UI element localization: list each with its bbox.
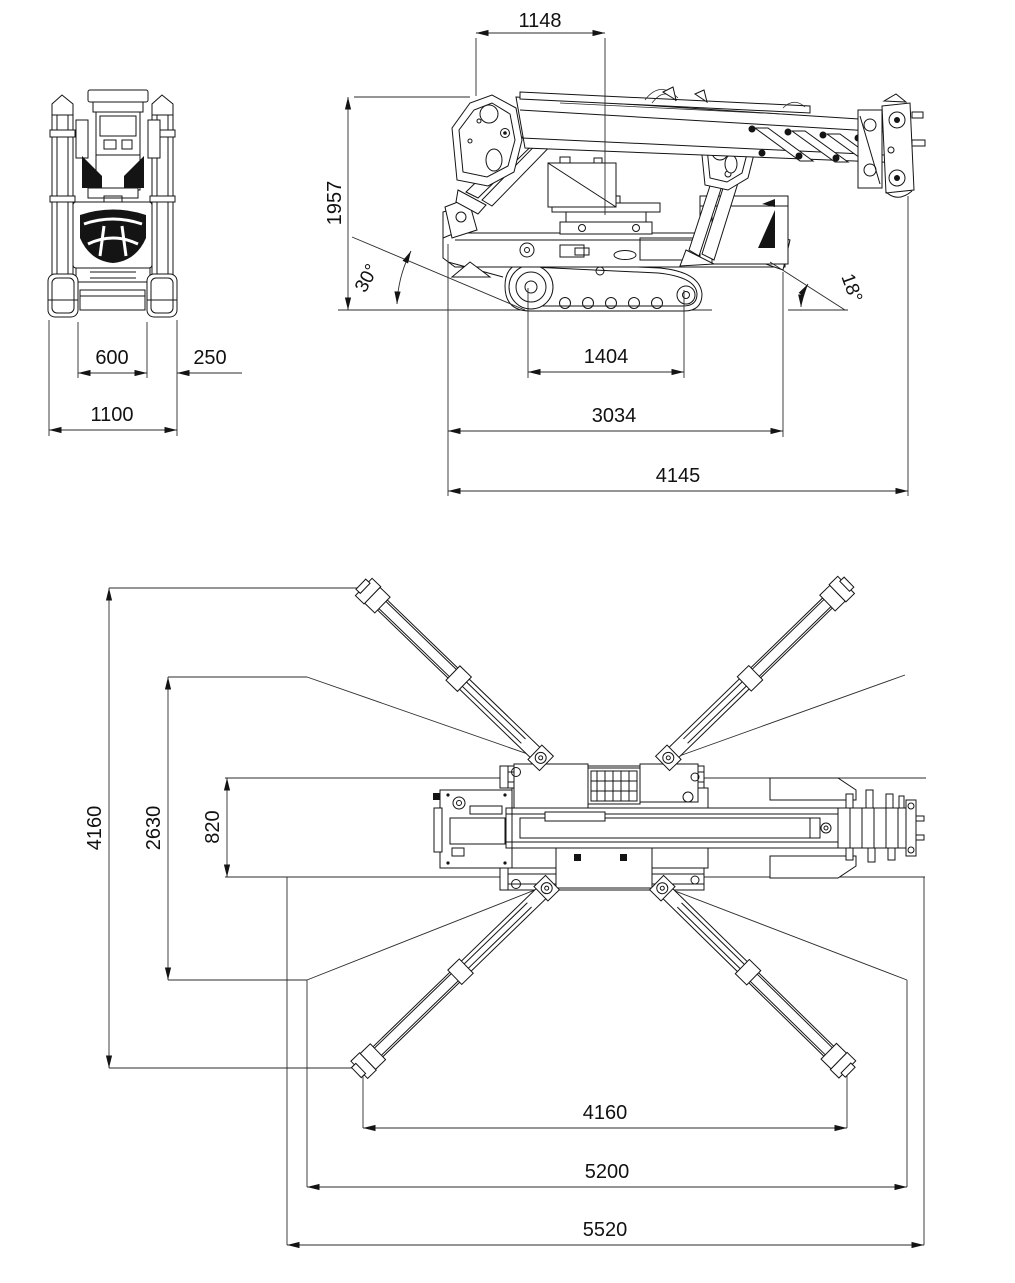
plan-outrigger-upper-right	[654, 574, 857, 772]
plan-outrigger-lower-left	[348, 874, 561, 1081]
dim-body-width: 820	[202, 810, 224, 844]
dim-wheelbase: 1404	[583, 346, 629, 368]
front-left-outrigger-leg	[50, 95, 75, 296]
dim-overall-length: 4145	[655, 465, 701, 487]
front-view-dimensions	[49, 320, 242, 436]
dim-overall-height: 1957	[324, 180, 346, 226]
side-basket	[548, 157, 616, 207]
plan-view	[84, 574, 926, 1245]
front-view	[48, 90, 242, 436]
dim-footprint-length: 4160	[582, 1102, 628, 1124]
side-boom-head	[858, 94, 925, 197]
dim-machine-length: 3034	[591, 405, 637, 427]
side-view	[324, 10, 925, 496]
plan-outrigger-upper-left	[353, 576, 555, 772]
front-mast-structure	[76, 90, 160, 203]
dim-overall-width: 1100	[90, 404, 134, 426]
plan-view-dimensions	[84, 588, 924, 1245]
dim-track-gauge: 600	[95, 347, 129, 369]
front-body-grille	[73, 202, 152, 282]
dim-intermediate-width: 2630	[143, 805, 165, 851]
dim-boom-pivot-offset: 1148	[518, 10, 562, 32]
side-track-undercarriage	[505, 262, 702, 311]
side-folded-boom	[516, 87, 905, 164]
dim-approach-angle: 30°	[351, 260, 384, 297]
dim-departure-angle: 18°	[836, 271, 866, 306]
dim-overall-envelope-length: 5520	[582, 1219, 628, 1241]
dim-track-width: 250	[193, 347, 227, 369]
dim-footprint-width: 4160	[84, 805, 106, 851]
plan-outrigger-lower-right	[648, 874, 858, 1081]
dim-envelope-length: 5200	[584, 1161, 630, 1183]
